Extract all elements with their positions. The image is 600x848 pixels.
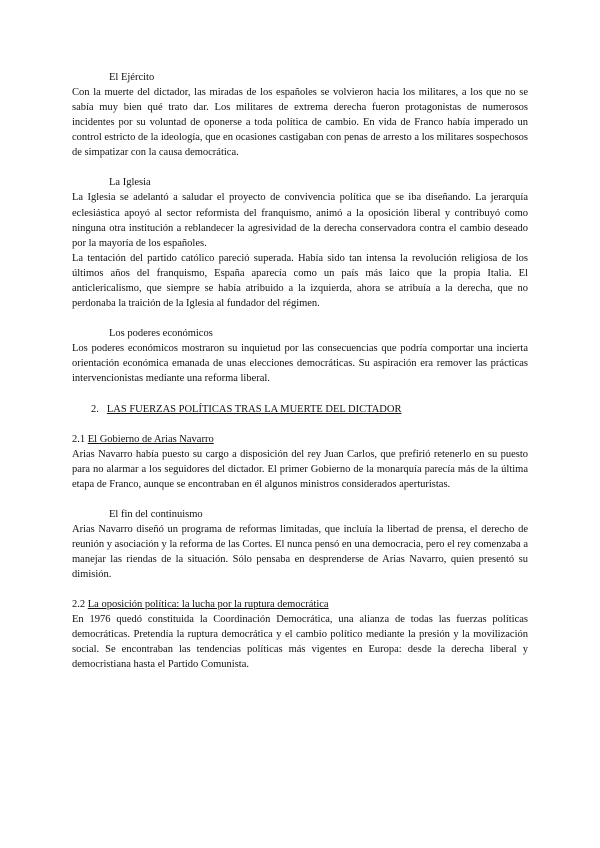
section-2-heading: [72, 402, 528, 417]
paragraph-iglesia-2: La tentación del partido católico pareció superada. Había sido tan intensa la revolución religiosa de los últimos años del franquismo, España aparecía como un país más laico que la propia Italia. El anticlericalismo, que siempre se había atribuido a la izquierda, ahora se atribuía a la derecha, que no perdonaba la traición de la Iglesia al fundador del régimen.: [72, 252, 528, 310]
subsection-2-2-title: La oposición política: la lucha por la ruptura democrática: [87, 599, 329, 611]
subsection-2-2-number: 2.2: [72, 599, 86, 611]
paragraph-fin-continuismo: Arias Navarro diseñó un programa de reformas limitadas, que incluía la libertad de prensa, el derecho de reunión y asociación y la reforma de las Cortes. El nunca pensó en una democracia, pero el rey comenzaba a manejar las riendas de la situación. Sólo pensaba en desprenderse de Arias Navarro, quien presentó su dimisión.: [72, 523, 528, 581]
paragraph-ejercito: Con la muerte del dictador, las miradas de los españoles se volvieron hacia los militares, a los que no se sabía muy bien qué trato dar. Los militares de extrema derecha fueron protagonistas de numerosos incidentes por su voluntad de oponerse a toda política de cambio. En vida de Franco había imperado un control estricto de la ideología, que en ocasiones castigaban con penas de arresto a los militares sospechosos de simpatizar con la causa democrática.: [72, 87, 528, 159]
section-2-number: 2.: [91, 403, 99, 415]
paragraph-gobierno-arias: Arias Navarro había puesto su cargo a disposición del rey Juan Carlos, que prefirió retenerlo en su puesto para no alarmar a los seguidores del dictador. El primer Gobierno de la monarquía parecía más de la última etapa de Franco, aunque se encontraban en él algunos ministros considerados aperturistas.: [72, 448, 528, 490]
heading-ejercito: El Ejército: [109, 72, 155, 83]
subsection-2-1-number: 2.1: [72, 433, 86, 445]
paragraph-poderes-economicos: Los poderes económicos mostraron su inquietud por las consecuencias que podría comportar una incierta orientación económica emanada de unas elecciones democráticas. Su aspiración era remover las prácticas intervencionistas mediante una reforma liberal.: [72, 343, 528, 385]
heading-poderes-economicos: Los poderes económicos: [109, 328, 213, 340]
heading-fin-continuismo: El fin del continuismo: [109, 508, 203, 520]
subsection-2-1-title: El Gobierno de Arias Navarro: [87, 433, 214, 445]
section-2-title: LAS FUERZAS POLÍTICAS TRAS LA MUERTE DEL DICTADOR: [106, 403, 402, 415]
subsection-2-1-heading: [72, 432, 528, 447]
heading-iglesia: La Iglesia: [109, 177, 151, 189]
paragraph-iglesia-1: La Iglesia se adelantó a saludar el proyecto de convivencia política que se iba diseñando. La jerarquía eclesiástica apoyó al sector reformista del franquismo, animó a la oposición liberal y contribuyó como ninguna otra institución a reblandecer la agresividad de la derecha conservadora contra el cambio deseado por la mayoría de los españoles.: [72, 192, 528, 249]
paragraph-oposicion: En 1976 quedó constituida la Coordinación Democrática, una alianza de todas las fuerzas políticas democráticas. Pretendía la ruptura democrática y el cambio político mediante la presión y la movilización social. Se encontraban las tendencias políticas más vigentes en Europa: desde la derecha liberal y democristiana hasta el Partido Comunista.: [72, 614, 528, 671]
subsection-2-2-heading: [72, 597, 528, 612]
